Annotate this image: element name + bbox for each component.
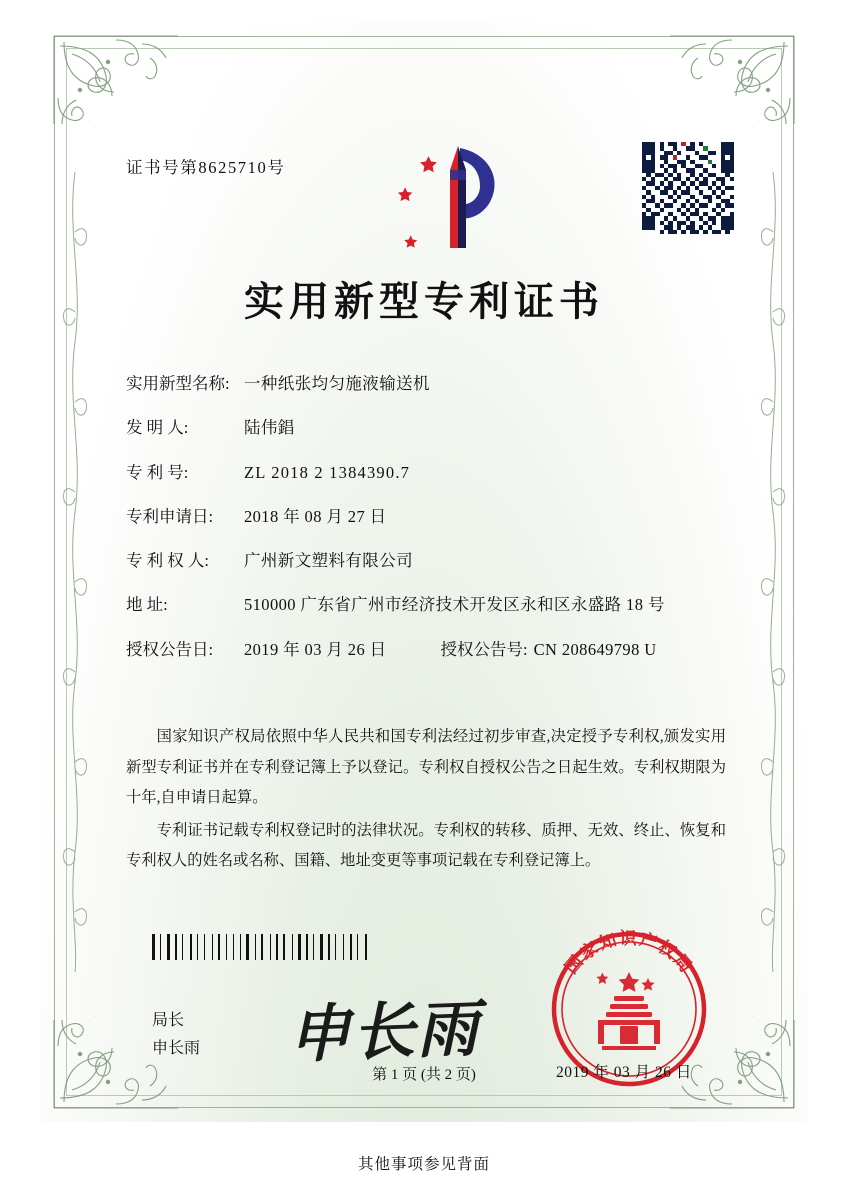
grant-date-label: 授权公告日: bbox=[126, 639, 214, 659]
field-value: 陆伟錩 bbox=[244, 418, 295, 438]
field-value: ZL 2018 2 1384390.7 bbox=[244, 462, 411, 482]
signature-labels bbox=[152, 1007, 200, 1063]
cnipa-emblem-icon bbox=[398, 140, 518, 256]
certificate-page bbox=[40, 22, 808, 1122]
field-value: 2018 年 08 月 27 日 bbox=[244, 506, 387, 526]
field-label: 发 明 人: bbox=[126, 418, 189, 438]
seal-date: 2019 年 03 月 26 日 bbox=[556, 1064, 692, 1081]
director-name-label: 申长雨 bbox=[152, 1040, 201, 1057]
barcode-icon bbox=[152, 934, 372, 960]
field-row-address bbox=[126, 595, 726, 615]
field-row-grant-announcement bbox=[126, 640, 726, 660]
qr-code-icon bbox=[642, 142, 734, 234]
grant-number-value: CN 208649798 U bbox=[533, 639, 657, 659]
field-row-inventor bbox=[126, 418, 726, 438]
grant-date-value: 2019 年 03 月 26 日 bbox=[244, 639, 387, 659]
handwritten-signature: 申长雨 bbox=[286, 991, 482, 1072]
field-row-utility-model-name bbox=[126, 374, 726, 394]
grant-number-label: 授权公告号: bbox=[440, 639, 528, 659]
paragraph-2: 专利证书记载专利权登记时的法律状况。专利权的转移、质押、无效、终止、恢复和专利权人的姓名或名称、国籍、地址变更等事项记载在专利登记簿上。 bbox=[126, 821, 726, 870]
field-value: 广州新文塑料有限公司 bbox=[244, 551, 413, 571]
field-label: 地 址: bbox=[126, 595, 168, 615]
field-row-patent-number bbox=[126, 463, 726, 483]
certificate-number: 证书号第8625710号 bbox=[126, 158, 286, 177]
corner-ornament-icon bbox=[50, 32, 182, 128]
back-side-note: 其他事项参见背面 bbox=[357, 1156, 490, 1173]
field-row-application-date bbox=[126, 507, 726, 527]
field-label: 专 利 权 人: bbox=[126, 551, 209, 571]
director-title-label: 局长 bbox=[152, 1012, 185, 1029]
paragraph-1: 国家知识产权局依照中华人民共和国专利法经过初步审查,决定授予专利权,颁发实用新型专利证书并在专利登记簿上予以登记。专利权自授权公告之日起生效。专利权期限为十年,自申请日起算。 bbox=[126, 728, 726, 807]
legal-text-block bbox=[126, 722, 726, 879]
field-label: 专 利 号: bbox=[126, 462, 189, 482]
field-value: 一种纸张均匀施液输送机 bbox=[244, 374, 430, 393]
page-title: 实用新型专利证书 bbox=[244, 278, 604, 325]
field-label: 专利申请日: bbox=[126, 506, 214, 526]
field-row-patentee bbox=[126, 551, 726, 571]
field-value: 510000 广东省广州市经济技术开发区永和区永盛路 18 号 bbox=[244, 595, 665, 615]
corner-ornament-icon bbox=[666, 32, 798, 128]
fields-block bbox=[126, 374, 726, 680]
svg-text:国家知识产权局: 国家知识产权局 bbox=[561, 929, 697, 979]
page-number: 第 1 页 (共 2 页) bbox=[372, 1067, 476, 1083]
field-label: 实用新型名称: bbox=[126, 374, 230, 393]
